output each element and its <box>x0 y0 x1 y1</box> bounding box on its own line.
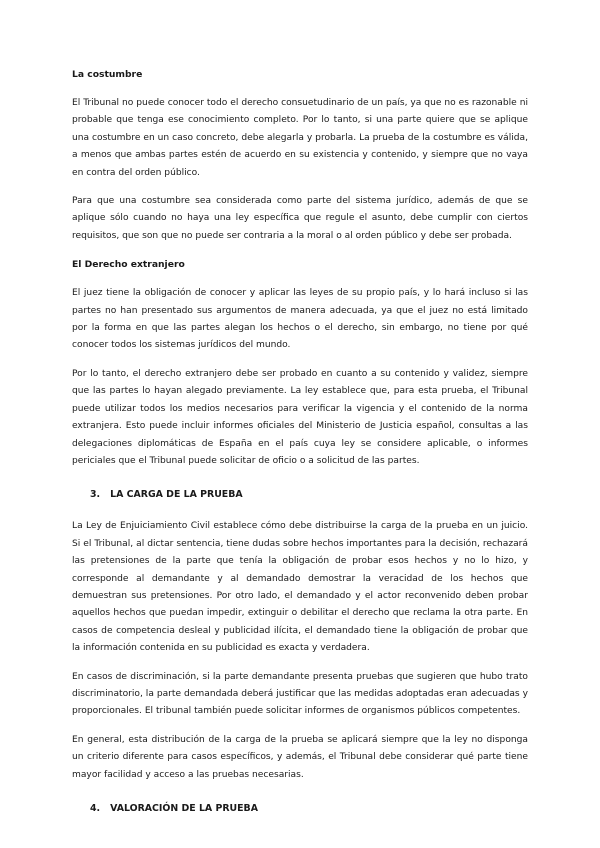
paragraph-custom-1: El Tribunal no puede conocer todo el derecho consuetudinario de un país, ya que no es razonable ni probable que tenga ese conocimiento completo. Por lo tanto, si una parte quiere que se aplique una costumbre en un caso concreto, debe alegarla y probarla. La prueba de la costumbre es válida, a menos que ambas partes estén de acuerdo en su existencia y contenido, y siempre que no vaya en contra del orden público. <box>72 98 528 178</box>
subheading-custom: La costumbre <box>72 69 143 80</box>
section-heading-3 <box>72 486 528 503</box>
paragraph-foreign-law-2: Por lo tanto, el derecho extranjero debe ser probado en cuanto a su contenido y validez, siempre que las partes lo hayan alegado previamente. La ley establece que, para esta prueba, el Tribunal puede utilizar todos los medios necesarios para verificar la vigencia y el contenido de la norma extranjera. Esto puede incluir informes oficiales del Ministerio de Justicia español, consultas a las delegaciones diplomáticas de España en el país cuya ley se considere aplicable, o informes periciales que el Tribunal puede solicitar de oficio o a solicitud de las partes. <box>72 368 528 466</box>
section-title: VALORACIÓN DE LA PRUEBA <box>110 803 258 814</box>
section-number: 4. <box>90 803 101 814</box>
subheading-foreign-law: El Derecho extranjero <box>72 259 185 271</box>
paragraph-burden-2: En casos de discriminación, si la parte demandante presenta pruebas que sugieren que hubo trato discriminatorio, la parte demandada deberá justificar que las medidas adoptadas eran adecuadas y proporcionales. El tribunal también puede solicitar informes de organismos públicos competentes. <box>72 671 528 717</box>
document-page <box>72 66 528 832</box>
paragraph-foreign-law-1: El juez tiene la obligación de conocer y aplicar las leyes de su propio país, y lo hará incluso si las partes no han presentado sus argumentos de manera adecuada, ya que el juez no está limitado por la forma en que las partes alegan los hechos o el derecho, sin embargo, no tiene por qué conocer todos los sistemas jurídicos del mundo. <box>72 288 528 351</box>
section-title: LA CARGA DE LA PRUEBA <box>110 489 243 501</box>
paragraph-burden-1: La Ley de Enjuiciamiento Civil establece cómo debe distribuirse la carga de la prueba en un juicio. Si el Tribunal, al dictar sentencia, tiene dudas sobre hechos importantes para la decisión, rechazará las pretensiones de la parte que tenía la obligación de probar esos hechos y no lo hizo, y corresponde al demandante y al demandado demostrar la veracidad de los hechos que demuestran sus pretensiones. Por otro lado, el demandado y el actor reconvenido deben probar aquellos hechos que puedan impedir, extinguir o debilitar el derecho que reclama la otra parte. En casos de competencia desleal y publicidad ilícita, el demandado tiene la obligación de probar que la información contenida en su publicidad es exacta y verdadera. <box>72 521 528 654</box>
paragraph-burden-3: En general, esta distribución de la carga de la prueba se aplicará siempre que la ley no disponga un criterio diferente para casos específicos, y además, el Tribunal debe considerar qué parte tiene mayor facilidad y acceso a las pruebas necesarias. <box>72 734 528 780</box>
section-number: 3. <box>90 489 101 501</box>
paragraph-custom-2: Para que una costumbre sea considerada como parte del sistema jurídico, además de que se aplique sólo cuando no haya una ley específica que regule el asunto, debe cumplir con ciertos requisitos, que son que no puede ser contraria a la moral o al orden público y debe ser probada. <box>72 196 528 241</box>
section-heading-4 <box>72 800 528 817</box>
